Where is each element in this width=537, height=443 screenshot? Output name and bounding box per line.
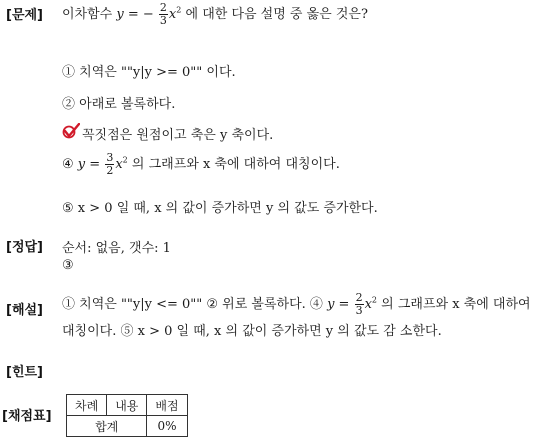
explanation-exponent: 2 — [371, 295, 378, 305]
explanation-variable: x — [364, 297, 372, 312]
stem-variable: x — [168, 7, 177, 22]
explanation-line-1 — [62, 292, 531, 317]
stem-fraction — [159, 2, 168, 27]
question-stem — [62, 2, 368, 27]
option-4-variable: x — [115, 157, 123, 172]
option-2-marker: ② — [62, 97, 76, 112]
stem-fraction-denominator: 3 — [159, 14, 167, 27]
option-5-text: x > 0 일 때, x 의 값이 증가하면 y 의 값도 증가한다. — [77, 201, 378, 216]
answer-label: [정답] — [6, 240, 43, 255]
scoring-header-content: 내용 — [107, 395, 147, 416]
explanation-line-2: 대칭이다. ⑤ x > 0 일 때, x 의 값이 증가하면 y 의 값도 감 소한다. — [62, 324, 442, 339]
scoring-total-value: 0% — [147, 416, 187, 437]
option-3-text: 꼭짓점은 원점이고 축은 y 축이다. — [82, 128, 274, 143]
option-4-marker: ④ — [62, 157, 74, 172]
explanation-function-lhs: y = — [327, 297, 350, 312]
option-2 — [62, 93, 175, 112]
option-2-text: 아래로 볼록하다. — [79, 97, 176, 112]
answer-line-1: 순서: 없음, 갯수: 1 — [62, 241, 171, 256]
scoring-header-points: 배점 — [147, 395, 187, 416]
option-4-fraction-denominator: 2 — [106, 164, 114, 177]
option-1 — [62, 61, 236, 80]
option-3 — [82, 124, 273, 143]
option-5-marker: ⑤ — [62, 201, 74, 216]
scoring-table-header-row — [67, 395, 188, 416]
explanation-part-2: 의 그래프와 x 축에 대하여 — [381, 297, 531, 312]
scoring-table — [66, 394, 188, 437]
scoring-label: [채점표] — [2, 409, 52, 424]
stem-function-lhs: y = − — [116, 7, 154, 22]
option-4-text: 의 그래프와 x 축에 대하여 대칭이다. — [131, 157, 340, 172]
option-4 — [62, 152, 340, 177]
explanation-label: [해설] — [6, 303, 43, 318]
option-4-exponent: 2 — [122, 155, 128, 165]
option-4-fraction — [105, 152, 114, 177]
option-4-function-lhs: y = — [77, 157, 101, 172]
question-label: [문제] — [6, 8, 43, 23]
explanation-part-1: ① 치역은 ""y|y <= 0"" ② 위로 볼록하다. ④ — [62, 297, 323, 312]
scoring-table-total-row — [67, 416, 188, 437]
stem-suffix: 에 대한 다음 설명 중 옳은 것은? — [185, 7, 368, 22]
stem-fraction-numerator: 2 — [159, 1, 167, 14]
stem-exponent: 2 — [176, 5, 182, 15]
option-1-marker: ① — [62, 65, 76, 80]
option-5 — [62, 197, 378, 216]
answer-line-2: ③ — [62, 258, 74, 273]
explanation-fraction-denominator: 3 — [355, 304, 363, 317]
scoring-header-order: 차례 — [67, 395, 107, 416]
scoring-total-label: 합계 — [67, 416, 147, 437]
check-mark-icon — [62, 123, 80, 139]
option-4-fraction-numerator: 3 — [106, 151, 114, 164]
stem-prefix: 이차함수 — [62, 7, 113, 22]
option-1-text: 치역은 ""y|y >= 0"" 이다. — [79, 65, 236, 80]
explanation-fraction — [355, 292, 364, 317]
hint-label: [힌트] — [6, 365, 43, 380]
explanation-fraction-numerator: 2 — [355, 291, 363, 304]
